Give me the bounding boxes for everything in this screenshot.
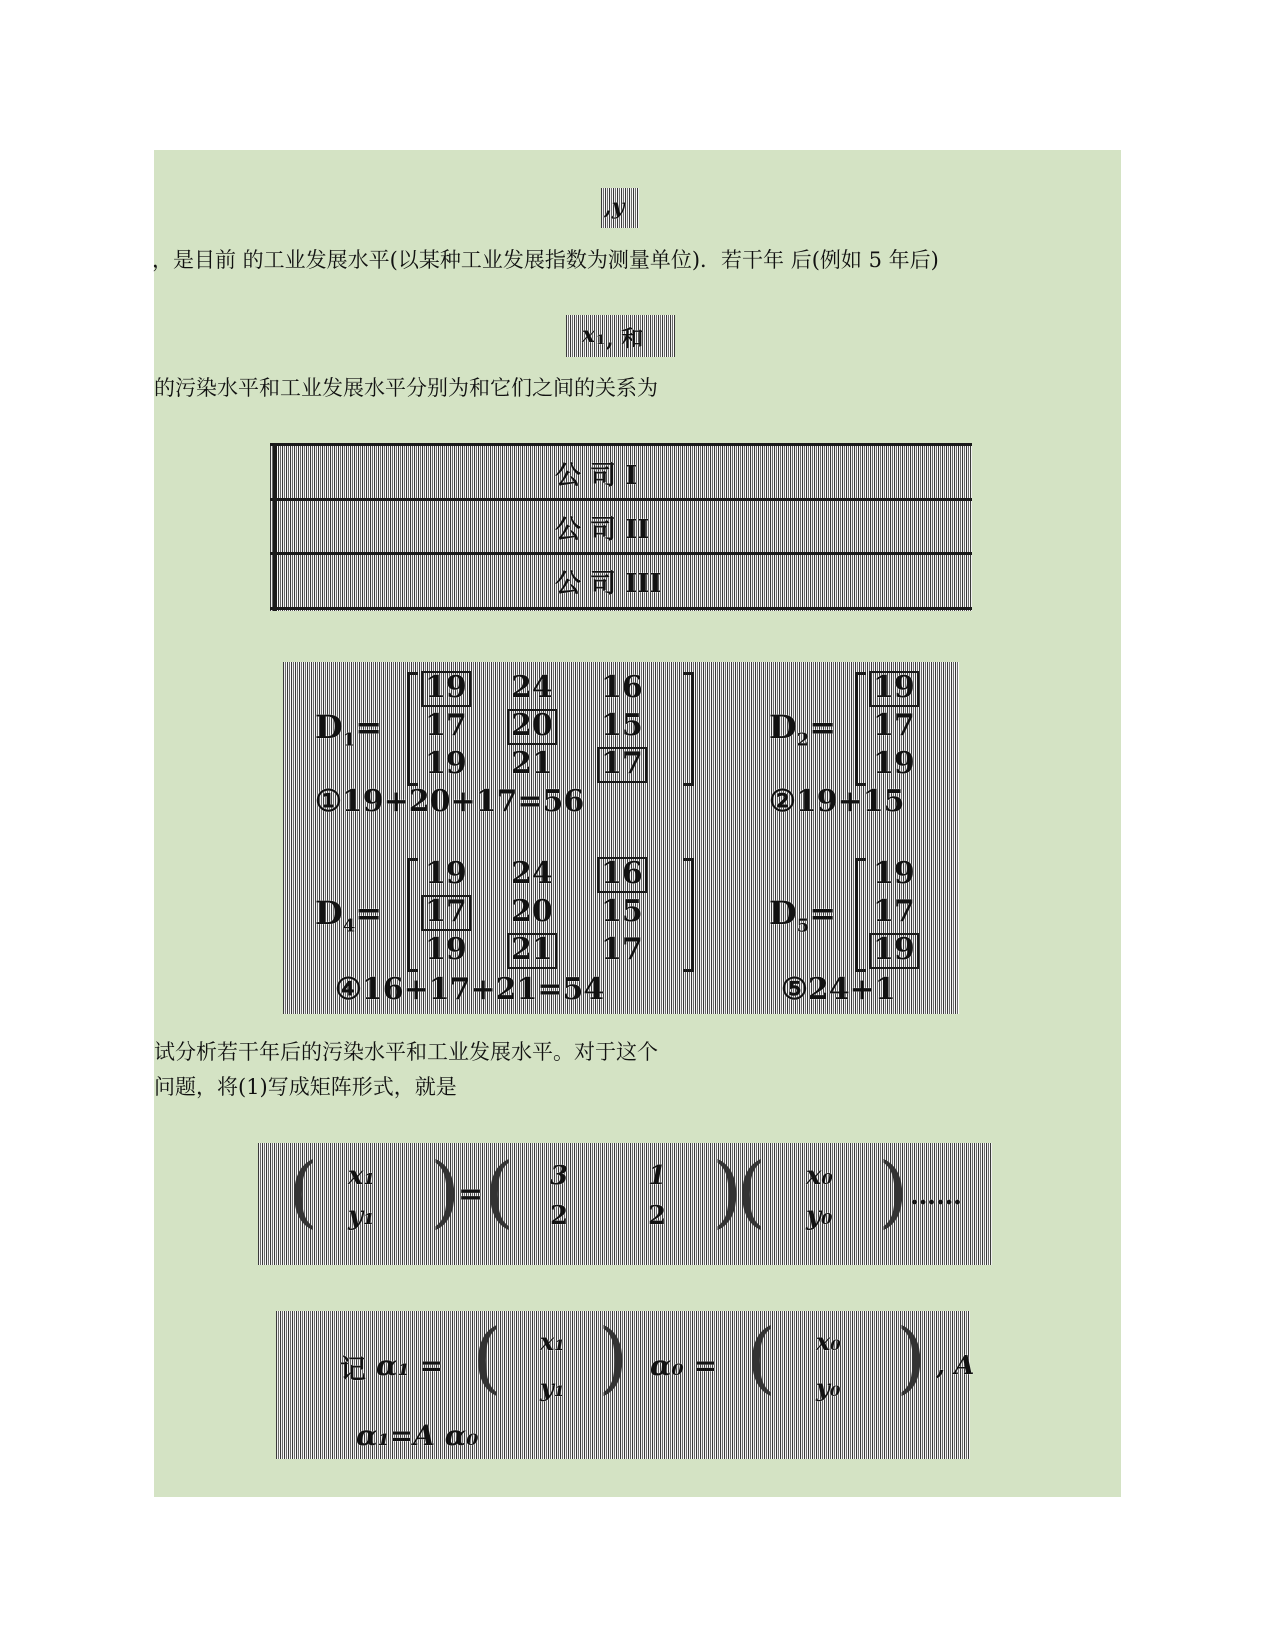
- eq1-lhs-bottom: y₁: [348, 1201, 375, 1231]
- matrix-equation-image: [258, 1143, 992, 1265]
- eq1-mat-r2c2: 2: [648, 1201, 667, 1231]
- d4-cell-r2c1: 17: [425, 894, 467, 929]
- table-line-bottom: [270, 607, 972, 610]
- eq1-paren-4: ): [712, 1147, 743, 1237]
- eq2-paren-1: (: [472, 1313, 503, 1403]
- d1-cell-r3c3: 17: [601, 746, 643, 781]
- eq2-a0: α₀ =: [650, 1349, 718, 1382]
- eq2-paren-2: ): [598, 1313, 629, 1403]
- eq2-paren-4: ): [896, 1313, 927, 1403]
- matrix-d4-left-bracket: [407, 858, 418, 972]
- d4-highlight-r1c3: [597, 857, 647, 893]
- company-3: 公 司 III: [555, 569, 662, 599]
- company-table-image: [270, 443, 972, 611]
- eq2-bottom: α₁=A α₀: [356, 1419, 479, 1452]
- eq1-paren-3: (: [484, 1147, 515, 1237]
- eq2-prefix: 记: [340, 1355, 367, 1385]
- formula-var-x: x: [582, 322, 596, 348]
- d2-cell-r3: 19: [873, 746, 915, 781]
- formula-image-y: [601, 188, 639, 228]
- table-line-1: [270, 498, 972, 501]
- d5-cell-r1: 19: [873, 856, 915, 891]
- d4-cell-r3c1: 19: [425, 932, 467, 967]
- eq1-paren-6: ): [878, 1147, 909, 1237]
- eq2-paren-3: (: [746, 1313, 777, 1403]
- d4-highlight-r3c2: [507, 933, 557, 969]
- d4-cell-r1c3: 16: [601, 856, 643, 891]
- d2-cell-r1: 19: [873, 670, 915, 705]
- eq2-v1-bottom: y₁: [540, 1373, 565, 1402]
- d2-highlight-r1: [869, 671, 919, 707]
- d5-cell-r3: 19: [873, 932, 915, 967]
- d4-cell-r1c1: 19: [425, 856, 467, 891]
- d5-highlight-r3: [869, 933, 919, 969]
- d4-cell-r3c2: 21: [511, 932, 553, 967]
- matrix-d4-label: $D_4=$: [315, 894, 383, 937]
- d1-highlight-r2c2: [507, 709, 557, 745]
- d1-highlight-r3c3: [597, 747, 647, 783]
- eq1-equals: =: [458, 1177, 484, 1212]
- d4-cell-r3c3: 17: [601, 932, 643, 967]
- paragraph-line-2: 的污染水平和工业发展水平分别为和它们之间的关系为: [154, 376, 658, 400]
- formula-text-y: ,y: [604, 194, 625, 220]
- d1-cell-r2c1: 17: [425, 708, 467, 743]
- table-left-border: [273, 443, 277, 611]
- paragraph-line-3: 试分析若干年后的污染水平和工业发展水平。对于这个: [154, 1040, 658, 1064]
- d1-cell-r2c2: 20: [511, 708, 553, 743]
- d1-cell-r1c2: 24: [511, 670, 553, 705]
- paragraph-line-4: 问题，将(1)写成矩阵形式，就是: [154, 1075, 457, 1099]
- eq2-v0-bottom: y₀: [816, 1373, 841, 1402]
- matrix-d2-label: $D_2=$: [769, 708, 837, 751]
- d1-sum: ①19+20+17=56: [315, 784, 585, 819]
- paragraph-line-1: ，是目前 的工业发展水平(以某种工业发展指数为测量单位)．若干年 后(例如 5 年后): [152, 248, 939, 272]
- notation-image: [276, 1311, 975, 1459]
- d1-cell-r3c2: 21: [511, 746, 553, 781]
- eq2-v1-top: x₁: [540, 1327, 565, 1356]
- d4-cell-r2c2: 20: [511, 894, 553, 929]
- d1-cell-r2c3: 15: [601, 708, 643, 743]
- formula-sub-1: 1: [596, 333, 606, 348]
- eq1-paren-5: (: [736, 1147, 767, 1237]
- eq1-lhs-top: x₁: [348, 1161, 375, 1191]
- company-2: 公 司 II: [555, 515, 650, 545]
- d1-cell-r3c1: 19: [425, 746, 467, 781]
- table-line-top: [270, 443, 972, 446]
- eq2-a1: α₁ =: [376, 1349, 444, 1382]
- d1-highlight-r1c1: [421, 671, 471, 707]
- eq1-paren-2: ): [430, 1147, 461, 1237]
- eq1-tail: ……: [910, 1181, 962, 1211]
- eq1-mat-r1c2: 1: [648, 1161, 667, 1191]
- eq1-mat-r1c1: 3: [550, 1161, 569, 1191]
- d1-cell-r1c3: 16: [601, 670, 643, 705]
- eq1-paren-1: (: [288, 1147, 319, 1237]
- d4-cell-r1c2: 24: [511, 856, 553, 891]
- d5-cell-r2: 17: [873, 894, 915, 929]
- formula-image-x1: [566, 315, 675, 357]
- d1-cell-r1c1: 19: [425, 670, 467, 705]
- table-line-2: [270, 552, 972, 555]
- matrix-d2-left-bracket: [855, 672, 866, 786]
- matrix-d4-right-bracket: [683, 858, 694, 972]
- d2-cell-r2: 17: [873, 708, 915, 743]
- eq1-rhs-top: x₀: [806, 1161, 833, 1191]
- matrix-d1-right-bracket: [683, 672, 694, 786]
- eq2-v0-top: x₀: [816, 1327, 841, 1356]
- matrices-image: [283, 662, 959, 1014]
- d4-sum: ④16+17+21=54: [335, 972, 605, 1007]
- d5-sum: ⑤24+1: [781, 972, 896, 1007]
- matrix-d1-left-bracket: [407, 672, 418, 786]
- d4-cell-r2c3: 15: [601, 894, 643, 929]
- matrix-d1-label: $D_1=$: [315, 708, 383, 751]
- d2-sum: ②19+15: [769, 784, 905, 819]
- formula-word-he: , 和: [606, 326, 644, 352]
- eq2-tail: , A: [936, 1351, 975, 1381]
- company-1: 公 司 I: [555, 461, 638, 491]
- d4-highlight-r2c1: [421, 895, 471, 931]
- eq1-rhs-bottom: y₀: [806, 1201, 833, 1231]
- eq1-mat-r2c1: 2: [550, 1201, 569, 1231]
- matrix-d5-left-bracket: [855, 858, 866, 972]
- matrix-d5-label: $D_5=$: [769, 894, 837, 937]
